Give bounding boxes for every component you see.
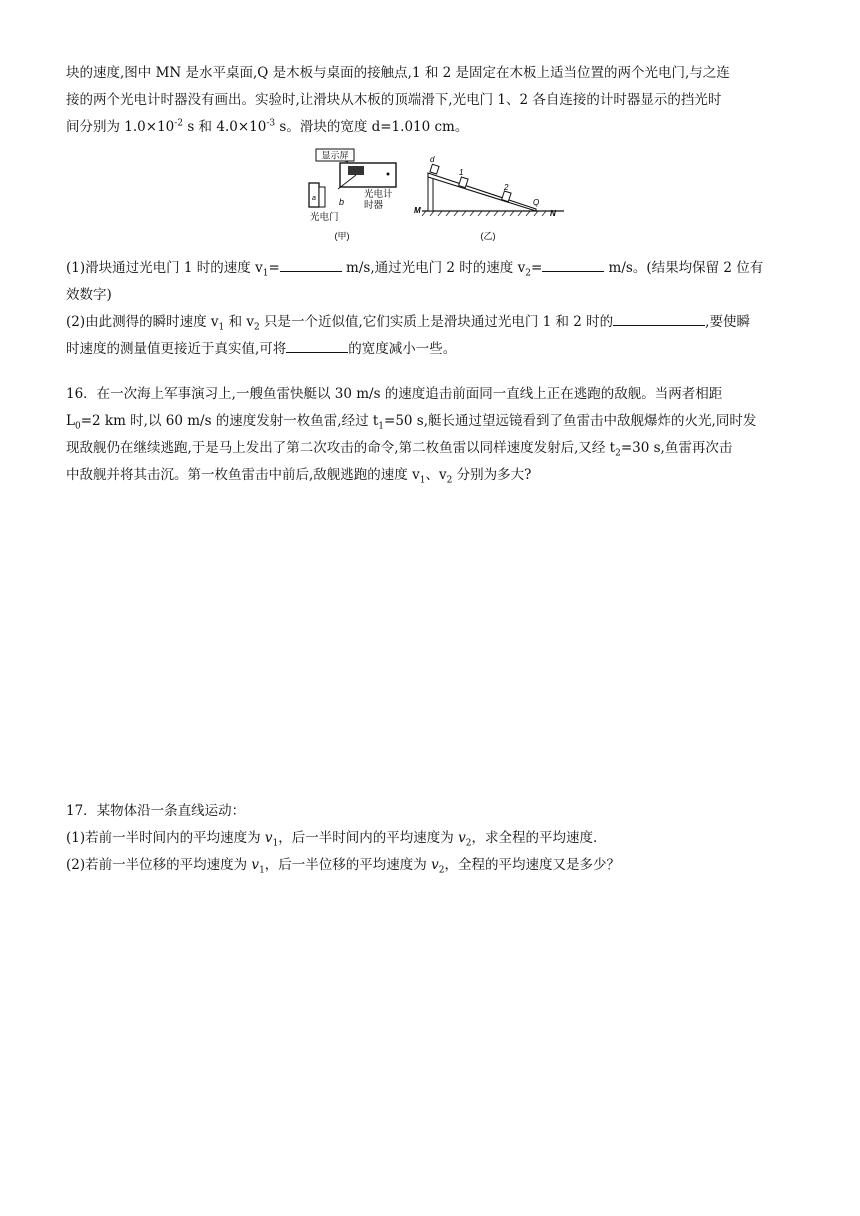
gate-2-label: 2 <box>504 183 509 192</box>
q17-title: 17．某物体沿一条直线运动： <box>66 803 246 819</box>
photogate-device <box>309 183 344 223</box>
timer-label-2: 时器 <box>364 200 384 211</box>
answer-blank-quantity[interactable] <box>613 311 705 326</box>
gate-label: 光电门 <box>310 212 339 223</box>
b-label: b <box>339 197 345 207</box>
q17-part-1: (1)若前一半时间内的平均速度为 $v_1$，后一半时间内的平均速度为 $v_2$，求全程的平均速度． <box>66 830 607 849</box>
incline-setup <box>414 155 564 218</box>
intro-line-1: 块的速度,图中 MN 是水平桌面,Q 是木板与桌面的接触点,1 和 2 是固定在木板上适当位置的两个光电门,与之连 <box>66 65 730 81</box>
intro-text <box>66 60 802 141</box>
q15-part-2: (2)由此测得的瞬时速度 $v_1$ 和 $v_2$ 只是一个近似值,它们实质上是滑块通过光电门 1 和 2 时的 ,要使瞬 <box>66 309 802 336</box>
question-15 <box>66 255 802 363</box>
apparatus-diagram <box>304 145 564 245</box>
q16-line-3: 现敌舰仍在继续逃跑,于是马上发出了第二次攻击的命令,第二枚鱼雷以同样速度发射后,又经 $t_2=30$ s,鱼雷再次击 <box>66 440 733 459</box>
q15-part-2-cont: 时速度的测量值更接近于真实值,可将 的宽度减小一些。 <box>66 336 802 363</box>
apparatus-figure <box>66 145 802 255</box>
q15-part-1: (1)滑块通过光电门 1 时的速度 $v_1= m/s$,通过光电门 2 时的速度 $v_2= m/s$。(结果均保留 2 位有 <box>66 255 802 282</box>
intro-line-2: 接的两个光电计时器没有画出。实验时,让滑块从木板的顶端滑下,光电门 1、2 各自连接的计时器显示的挡光时 <box>66 92 722 108</box>
timer-device <box>316 149 396 211</box>
d-label: d <box>430 155 435 164</box>
question-16 <box>66 381 802 489</box>
intro-line-3: 间分别为 $1.0\times 10^{-2}$ s 和 $4.0\times 10^{-3}$ s。滑块的宽度 d=1.010 cm。 <box>66 118 469 135</box>
answer-blank-v2[interactable] <box>542 257 604 272</box>
q16-line-1: 16．在一次海上军事演习上,一艘鱼雷快艇以 30 m/s 的速度追击前面同一直线上正在逃跑的敌舰。当两者相距 <box>66 386 723 402</box>
q16-line-2: $L_0=2$ km 时,以 60 m/s 的速度发射一枚鱼雷,经过 $t_1=50$ s,艇长通过望远镜看到了鱼雷击中敌舰爆炸的火光,同时发 <box>66 413 757 432</box>
a-label: a <box>312 195 316 202</box>
caption-yi: (乙) <box>480 231 496 241</box>
answer-blank-v1[interactable] <box>280 257 342 272</box>
q16-line-4: 中敌舰并将其击沉。第一枚鱼雷击中前后,敌舰逃跑的速度 $v_1$、$v_2$ 分别为多大? <box>66 467 532 486</box>
display-label: 显示屏 <box>321 150 349 161</box>
q-label: Q <box>533 198 540 207</box>
gate-1-label: 1 <box>459 168 464 177</box>
caption-jia: (甲) <box>334 231 350 241</box>
n-label: N <box>550 209 556 218</box>
answer-blank-width[interactable] <box>286 338 348 353</box>
q17-part-2: (2)若前一半位移的平均速度为 $v_1$，后一半位移的平均速度为 $v_2$，全程的平均速度又是多少？ <box>66 857 620 876</box>
question-17 <box>66 798 802 879</box>
timer-label-1: 光电计 <box>364 189 393 200</box>
page-content <box>66 60 802 489</box>
m-label: M <box>414 206 421 215</box>
q15-part-1-cont: 效数字) <box>66 287 112 303</box>
